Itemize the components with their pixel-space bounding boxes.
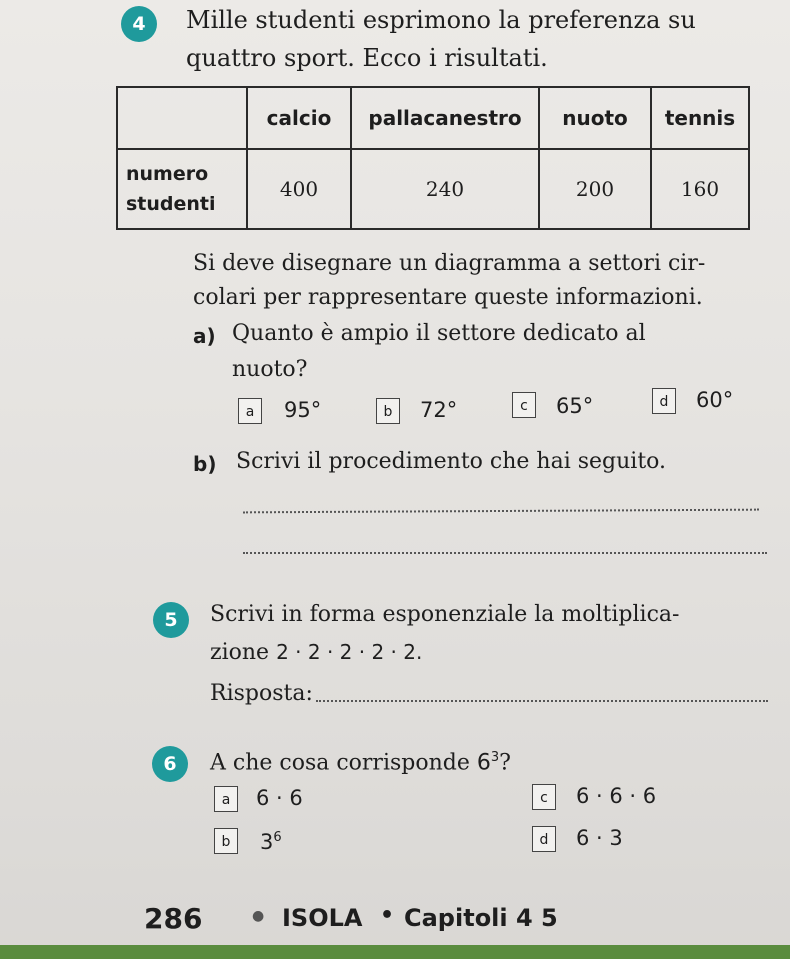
footer-chapter: Capitoli 4 5: [404, 904, 558, 932]
exercise-5-expression: 2 · 2 · 2 · 2 · 2.: [276, 640, 423, 664]
option-d-box[interactable]: d: [652, 388, 676, 414]
ex6-option-a-value: 6 · 6: [256, 786, 303, 810]
exercise-6-badge: 6: [152, 746, 188, 782]
exercise-6-exponent: 3: [490, 750, 500, 765]
ex6-option-c-box[interactable]: c: [532, 784, 556, 810]
exercise-5-line2: [210, 638, 422, 667]
part-a-question-line1: Quanto è ampio il settore dedicato al: [232, 321, 646, 346]
exercise-6-question-suffix: ?: [499, 750, 511, 776]
table-cell-pallacanestro: 240: [351, 149, 539, 229]
table-header-tennis: tennis: [651, 87, 749, 149]
exercise-4-intro-line1: Mille studenti esprimono la preferenza su: [186, 6, 696, 34]
table-cell-calcio: 400: [247, 149, 351, 229]
exercise-4-badge: 4: [121, 6, 157, 42]
exercise-5-answer-line[interactable]: [316, 700, 768, 702]
part-a-label: a): [193, 324, 216, 348]
part-b-question: Scrivi il procedimento che hai seguito.: [236, 449, 667, 474]
footer-title: ISOLA: [282, 904, 363, 932]
table-header-calcio: calcio: [247, 87, 351, 149]
table-header-pallacanestro: pallacanestro: [351, 87, 539, 149]
part-b-label: b): [193, 452, 217, 476]
exercise-5-line2-prefix: zione: [210, 640, 277, 665]
ex6-option-b-value: [260, 824, 282, 856]
option-b-value: 72°: [420, 398, 458, 422]
ex6-option-b-box[interactable]: b: [214, 828, 238, 854]
exercise-6-question: [210, 744, 511, 777]
exercise-4-description-line2: colari per rappresentare queste informazioni.: [193, 285, 703, 310]
ex6-option-b-exponent: 6: [273, 830, 282, 845]
table-row: [117, 149, 749, 229]
option-b-box[interactable]: b: [376, 398, 400, 424]
footer-bullet-1: ●: [252, 908, 265, 924]
row-label-line2: studenti: [126, 193, 216, 215]
ex6-option-a-box[interactable]: a: [214, 786, 238, 812]
option-a-box[interactable]: a: [238, 398, 262, 424]
row-label-line1: numero: [126, 163, 209, 185]
exercise-5-badge: 5: [153, 602, 189, 638]
part-a-question-line2: nuoto?: [232, 357, 308, 382]
table-cell-tennis: 160: [651, 149, 749, 229]
option-a-value: 95°: [284, 398, 322, 422]
ex6-option-d-value: 6 · 3: [576, 826, 623, 850]
exercise-4-description-line1: Si deve disegnare un diagramma a settori cir-: [193, 251, 706, 276]
table-header-nuoto: nuoto: [539, 87, 651, 149]
option-d-value: 60°: [696, 388, 734, 412]
sports-table: [116, 86, 750, 230]
table-header-row: [117, 87, 749, 149]
exercise-5-answer-label: Risposta:: [210, 681, 313, 706]
exercise-5-line1: Scrivi in forma esponenziale la moltiplica-: [210, 602, 680, 627]
page-number: 286: [144, 902, 203, 935]
option-c-box[interactable]: c: [512, 392, 536, 418]
option-c-value: 65°: [556, 394, 594, 418]
part-b-answer-line-1[interactable]: [243, 509, 759, 514]
ex6-option-d-box[interactable]: d: [532, 826, 556, 852]
page-bottom-band: [0, 945, 790, 959]
footer-bullet-2: •: [380, 903, 395, 928]
table-row-label: [117, 149, 247, 229]
exercise-6-base: 6: [476, 750, 491, 776]
ex6-option-b-base: 3: [260, 830, 274, 854]
table-corner-cell: [117, 87, 247, 149]
exercise-4-intro-line2: quattro sport. Ecco i risultati.: [186, 44, 548, 72]
ex6-option-c-value: 6 · 6 · 6: [576, 784, 657, 808]
exercise-6-question-prefix: A che cosa corrisponde: [210, 750, 477, 776]
part-b-answer-line-2[interactable]: [243, 552, 767, 554]
table-cell-nuoto: 200: [539, 149, 651, 229]
